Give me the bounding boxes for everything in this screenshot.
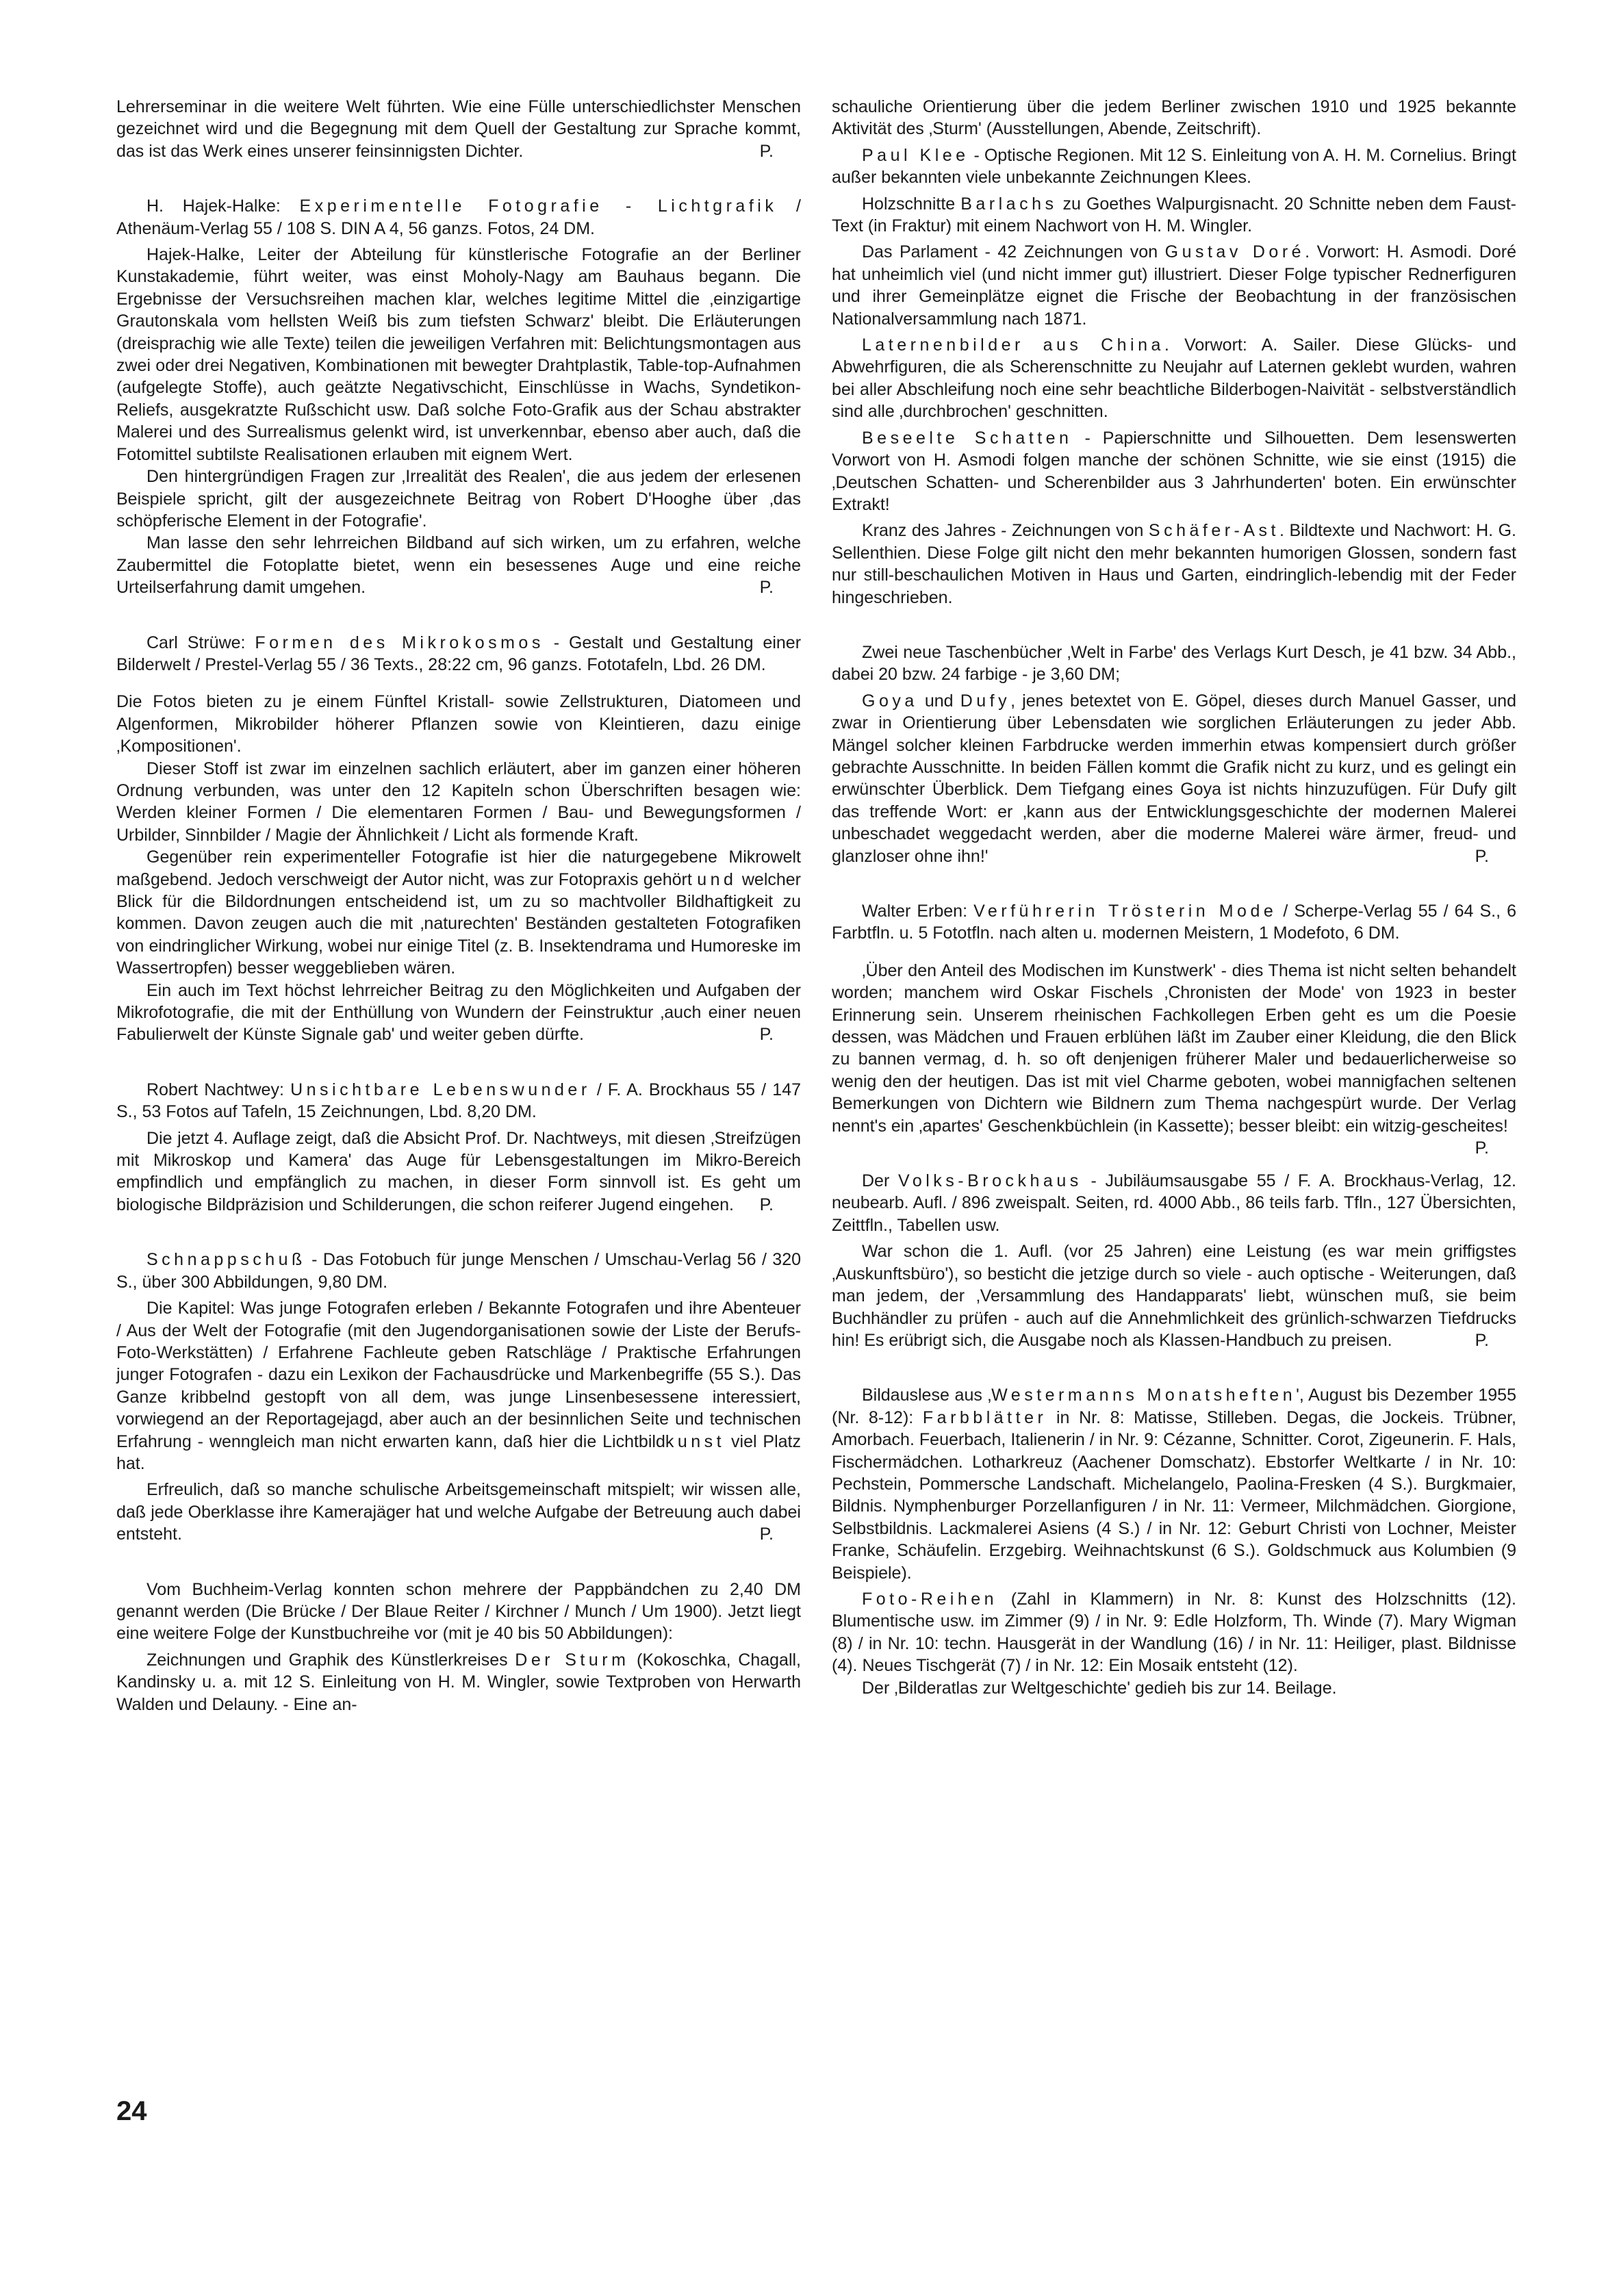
paragraph: ‚Über den Anteil des Modischen im Kunstwerk' - dies Thema ist nicht selten behandelt worden; manchem wird Oskar Fischels ‚Chronisten der Mode' von 1923 in bester Erinnerung sein. Unserem rheinischen Fachkollegen Erben geht es um die Poesie dessen, was Mädchen und Frauen erblühen läßt im Zauber einer Kleidung, die den Blick zu bannen vermag, d. h. so oft denjenigen früherer Maler und bedauerlicherweise so wenig den der heutigen. Das ist mit viel Charme geboten, wobei mannigfachen seltenen Bemerkungen von Dichtern wie Bildnern zum Thema nachgespürt wurde. Der Verlag nennt's ein ‚apartes' Geschenkbüchlein (in Kassette); besser bleibt: ein witzig-gescheites! P. — [832, 960, 1516, 1158]
paragraph: Zeichnungen und Graphik des Künstlerkreises Der Sturm (Kokoschka, Chagall, Kandinsky u. a. mit 12 S. Einleitung von H. M. Wingler, sowie Textproben von Herwarth Walden und Delauny. - Eine an- — [116, 1650, 801, 1714]
left-column — [116, 96, 801, 1715]
paragraph: Holzschnitte Barlachs zu Goethes Walpurgisnacht. 20 Schnitte neben dem Faust-Text (in Fraktur) mit einem Nachwort von H. M. Wingler. — [832, 194, 1516, 236]
paragraph: Das Parlament - 42 Zeichnungen von Gustav Doré. Vorwort: H. Asmodi. Doré hat unheimlich viel (und nicht immer gut) illustriert. Dieser Folge typischer Rednerfiguren und ihrer Gemeinplätze eignet die Frische der Beobachtung in der französischen Nationalversammlung nach 1871. — [832, 242, 1516, 329]
page-number: 24 — [116, 2096, 147, 2126]
review-heading-nachtwey: Robert Nachtwey: Unsichtbare Lebenswunder / F. A. Brockhaus 55 / 147 S., 53 Fotos auf Tafeln, 15 Zeichnungen, Lbd. 8,20 DM. — [116, 1080, 801, 1122]
paragraph: Hajek-Halke, Leiter der Abteilung für künstlerische Fotografie an der Berliner Kunstakademie, führt weiter, was einst Moholy-Nagy am Bauhaus begann. Die Ergebnisse der Versuchsreihen machen klar, welches legitime Mittel die ‚einzigartige Grautonskala vom hellsten Weiß bis zum tiefsten Schwarz' bleibt. Die Erläuterungen (dreisprachig wie alle Texte) teilen die jeweiligen Verfahren mit: Belichtungsmontagen aus zwei oder drei Negativen, Kombinationen mit bewegter Drahtplastik, Table-top-Aufnahmen (aufgelegte Stoffe), auch geätzte Negativschicht, Einschlüsse in Wachs, Syndetikon-Reliefs, ausgekratzte Rußschicht usw. Daß solche Foto-Grafik aus der Schau abstrakter Malerei und des Surrealismus gelenkt wird, ist unverkennbar, ebenso aber auch, daß die Fotomittel subtilste Realisationen erlauben mit eignem Wert. — [116, 245, 801, 464]
paragraph: Beseelte Schatten - Papierschnitte und Silhouetten. Dem lesenswerten Vorwort von H. Asmodi folgen manche der schönen Schnitte, wie sie einst (1915) die ‚Deutschen Schatten- und Scherenbilder aus 3 Jahrhunderten' boten. Ein erwünschter Extrakt! — [832, 428, 1516, 514]
paragraph: Die jetzt 4. Auflage zeigt, daß die Absicht Prof. Dr. Nachtweys, mit diesen ‚Streifzügen mit Mikroskop und Kamera' das Auge für Lebensgestaltungen im Mikro-Bereich empfindlich und empfänglich zu machen, in dieser Form sinnvoll ist. Es geht um biologische Bildpräzision und Schilderungen, die schon reiferer Jugend eingehen. P. — [116, 1128, 801, 1214]
review-heading-struewe: Carl Strüwe: Formen des Mikrokosmos - Gestalt und Gestaltung einer Bilderwelt / Prestel-Verlag 55 / 36 Texts., 28:22 cm, 96 ganzs. Fototafeln, Lbd. 26 DM. — [116, 633, 802, 674]
paragraph: Zwei neue Taschenbücher ‚Welt in Farbe' des Verlags Kurt Desch, je 41 bzw. 34 Abb., dabei 20 bzw. 24 farbige - je 3,60 DM; — [832, 642, 1516, 685]
paragraph: Gegenüber rein experimenteller Fotografie ist hier die naturgegebene Mikrowelt maßgebend. Jedoch verschweigt der Autor nicht, was zur Fotopraxis gehört und welcher Blick für die Bildordnungen entscheidend ist, um zu so machtvoller Bildhaftigkeit zu kommen. Davon zeugen auch die mit ‚naturechten' Beständen gestalteten Fotografiken von eindringlicher Wirkung, wobei nur einige Titel (z. B. Insektendrama und Humoreske im Wassertropfen) besser weggeblieben wären. — [116, 847, 802, 978]
paragraph: Laternenbilder aus China. Vorwort: A. Sailer. Diese Glücks- und Abwehrfiguren, die als Scherenschnitte zu Neujahr auf Laternen geklebt wurden, wahren bei aller Abschleifung noch eine sehr beachtliche Bilderbogen-Naivität - selbstverständlich sind alle ‚durchbrochen' geschnitten. — [832, 335, 1516, 422]
paragraph: Foto-Reihen (Zahl in Klammern) in Nr. 8: Kunst des Holzschnitts (12). Blumentische usw. im Zimmer (9) / in Nr. 9: Edle Holzform, Th. Winde (7). Mary Wigman (8) / in Nr. 10: techn. Hausgerät in der Wandlung (16) / in Nr. 11: Heiliger, plast. Bildnisse (4). Neues Tischgerät (7) / in Nr. 12: Ein Mosaik entsteht (12). — [832, 1589, 1516, 1676]
paragraph: Den hintergründigen Fragen zur ‚Irrealität des Realen', die aus jedem der erlesenen Beispiele spricht, gilt der ausgezeichnete Beitrag von Robert D'Hooghe über ‚das schöpferische Element in der Fotografie'. — [116, 467, 801, 531]
paragraph: Bildauslese aus ‚Westermanns Monatsheften', August bis Dezember 1955 (Nr. 8-12): Farbblätter in Nr. 8: Matisse, Stilleben. Degas, die Jockeis. Trübner, Amorbach. Feuerbach, Italienerin / in Nr. 9: Cézanne, Schnitter. Corot, Zigeunerin. F. Hals, Fischermädchen. Lotharkreuz (Aachener Domschatz). Ebstorfer Weltkarte / in Nr. 10: Pechstein, Pommersche Landschaft. Michelangelo, Paolina-Fresken (4 S.). Burgkmaier, Bildnis. Nymphenburger Porzellanfiguren / in Nr. 11: Vermeer, Milchmädchen. Giorgione, Selbstbildnis. Lackmalerei Asiens (4 S.) / in Nr. 12: Geburt Christi von Lochner, Meister Franke, Schäufelin. Erzgebirg. Weihnachtskunst (6 S.). Goldschmuck aus Kolumbien (9 Beispiele). — [832, 1386, 1516, 1583]
paragraph: schauliche Orientierung über die jedem Berliner zwischen 1910 und 1925 bekannte Aktivität des ‚Sturm' (Ausstellungen, Abende, Zeitschrift). — [832, 97, 1516, 139]
review-heading-erben: Walter Erben: Verführerin Trösterin Mode / Scherpe-Verlag 55 / 64 S., 6 Farbtfln. u. 5 Fototfln. nach alten u. modernen Meistern, 1 Modefoto, 6 DM. — [832, 902, 1516, 943]
paragraph: Erfreulich, daß so manche schulische Arbeitsgemeinschaft mitspielt; wir wissen alle, daß jede Oberklasse ihre Kamerajäger hat und welche Aufgabe der Betreuung auch dabei entsteht. P. — [116, 1480, 801, 1544]
paragraph: Der ‚Bilderatlas zur Weltgeschichte' gedieh bis zur 14. Beilage. — [862, 1678, 1337, 1698]
paragraph: Vom Buchheim-Verlag konnten schon mehrere der Pappbändchen zu 2,40 DM genannt werden (Die Brücke / Der Blaue Reiter / Kirchner / Munch / Um 1900). Jetzt liegt eine weitere Folge der Kunstbuchreihe vor (mit je 40 bis 50 Abbildungen): — [116, 1579, 801, 1644]
paragraph: Ein auch im Text höchst lehrreicher Beitrag zu den Möglichkeiten und Aufgaben der Mikrofotografie, die mit der Enthüllung von Wundern der Feinstruktur ‚auch einer neuen Fabulierwelt der Künste Signale gab' und weiter geben dürfte. P. — [116, 980, 801, 1045]
paragraph: Dieser Stoff ist zwar im einzelnen sachlich erläutert, aber im ganzen einer höheren Ordnung verbunden, was unter den 12 Kapiteln schon Überschriften besagen wie: Werden kleiner Formen / Die elementaren Formen / Bau- und Bewegungsformen / Urbilder, Sinnbilder / Magie der Ähnlichkeit / Licht als formende Kraft. — [116, 758, 801, 845]
paragraph: Kranz des Jahres - Zeichnungen von Schäfer-Ast. Bildtexte und Nachwort: H. G. Sellenthien. Diese Folge gilt nicht den mehr bekannten humorigen Glossen, sondern fast nur still-beschaulichen Motiven in Haus und Garten, eindringlich-lebendig mit der Feder hingeschrieben. — [832, 521, 1517, 607]
paragraph: War schon die 1. Aufl. (vor 25 Jahren) eine Leistung (es war mein griffigstes ‚Auskunftsbüro'), so besticht die jetzige durch so viele - auch optische - Weiterungen, daß man jedem, der ‚Versammlung des Handapparats' liebt, wünschen muß, sie beim Buchhändler zu prüfen - auch auf die Annehmlichkeit des grünlich-schwarzen Tiefdrucks hin! Es erübrigt sich, die Ausgabe noch als Klassen-Handbuch zu preisen. P. — [832, 1242, 1516, 1350]
review-heading-schnappschuss: Schnappschuß - Das Fotobuch für junge Menschen / Umschau-Verlag 56 / 320 S., über 300 Abbildungen, 9,80 DM. — [116, 1250, 801, 1292]
paragraph: Die Kapitel: Was junge Fotografen erleben / Bekannte Fotografen und ihre Abenteuer / Aus der Welt der Fotografie (mit den Jugendorganisationen sowie der Liste der Berufs-Foto-Werkstätten) / Erfahrene Fachleute geben Ratschläge / Praktische Erfahrungen junger Fotografen - dazu ein Lexikon der Fachausdrücke und Markenbegriffe (55 S.). Das Ganze kribbelnd gestopft von all dem, was junge Linsenbesessene interessiert, vorwiegend an der Reportagejagd, aber auch an der besinnlichen Seite und technischen Erfahrung - wenngleich man nicht erwarten kann, daß hier die Lichtbildkunst viel Platz hat. — [116, 1299, 802, 1473]
paragraph: Paul Klee - Optische Regionen. Mit 12 S. Einleitung von A. H. M. Cornelius. Bringt außer bekannten viele unbekannte Zeichnungen Klees. — [832, 145, 1516, 188]
review-heading-volks-brockhaus: Der Volks-Brockhaus - Jubiläumsausgabe 55 / F. A. Brockhaus-Verlag, 12. neubearb. Aufl. / 896 zweispalt. Seiten, rd. 4000 Abb., 86 teils farb. Tfln., 127 Übersichten, Zeittfln., Tabellen usw. — [832, 1171, 1516, 1235]
review-heading-hajek: H. Hajek-Halke: Experimentelle Fotografie - Lichtgrafik / Athenäum-Verlag 55 / 108 S. DIN A 4, 56 ganzs. Fotos, 24 DM. — [116, 196, 801, 238]
paragraph: Man lasse den sehr lehrreichen Bildband auf sich wirken, um zu erfahren, welche Zaubermittel die Fotoplatte bietet, wenn ein besessenes Auge und eine reiche Urteilserfahrung damit umgehen. P. — [116, 533, 801, 598]
right-column — [832, 96, 1516, 1699]
paragraph: Die Fotos bieten zu je einem Fünftel Kristall- sowie Zellstrukturen, Diatomeen und Algenformen, Mikrobilder höherer Pflanzen sowie von Kleintieren, dazu einige ‚Kompositionen'. — [116, 692, 801, 756]
paragraph: Goya und Dufy, jenes betextet von E. Göpel, dieses durch Manuel Gasser, und zwar in Orientierung über Lebensdaten wie sorglichen Erläuterungen zu jeder Abb. Mängel solcher kleinen Farbdrucke werden immerhin etwas kompensiert durch größer gebrachte Ausschnitte. In beiden Fällen kommt die Grafik nicht zu kurz, und es gelingt ein erwünschter Überblick. Dem Tiefgang eines Goya ist nichts hinzuzufügen. Für Dufy gilt das treffende Wort: er ‚kann aus der Entwicklungsgeschichte der modernen Malerei unbeschadet weggedacht werden, aber die moderne Malerei wäre ärmer, freud- und glanzloser ohne ihn!' P. — [832, 691, 1516, 866]
paragraph: Lehrerseminar in die weitere Welt führten. Wie eine Fülle unterschiedlichster Menschen gezeichnet wird und die Begegnung mit dem Quell der Gestaltung zur Sprache kommt, das ist das Werk eines unserer feinsinnigsten Dichter. P. — [116, 97, 801, 161]
